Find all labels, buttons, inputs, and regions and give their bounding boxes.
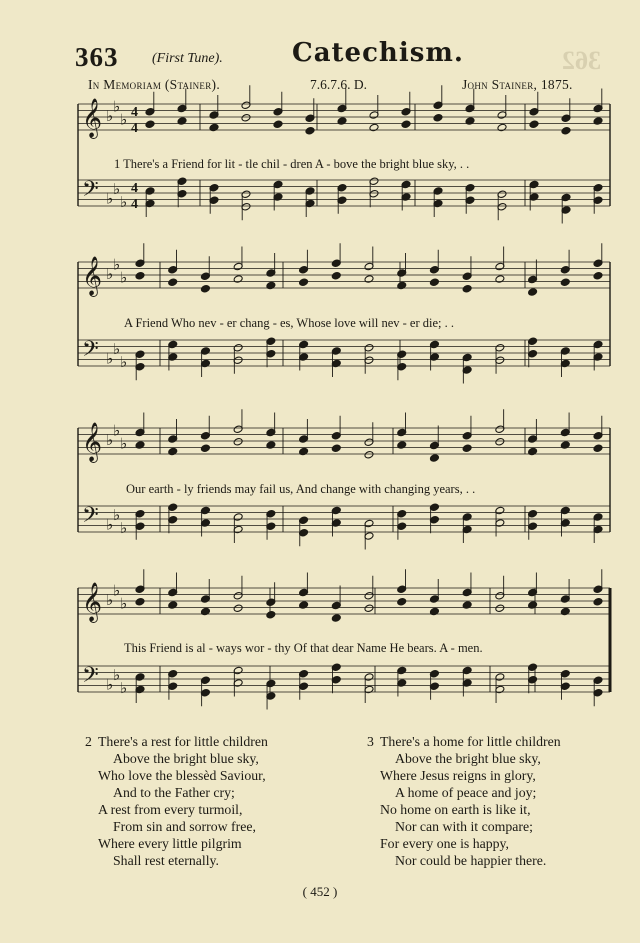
note-head [200, 444, 210, 453]
verse-line: Where every little pilgrim [98, 836, 242, 851]
verse-line: Above the bright blue sky, [395, 751, 541, 766]
note-head [209, 123, 219, 132]
verse-line: For every one is happy, [380, 836, 509, 851]
note-head [305, 126, 315, 135]
bleed-through-number: 362 [562, 46, 601, 75]
note-head [593, 444, 603, 453]
note-head [462, 601, 472, 610]
verse-line: Shall rest eternally. [113, 853, 219, 868]
note-head [266, 281, 276, 290]
note-head [233, 275, 243, 284]
time-signature-bottom: 4 [131, 197, 138, 212]
verse-number: 2 [85, 734, 92, 749]
note-head [299, 278, 309, 287]
note-head [273, 120, 283, 129]
note-head [299, 447, 309, 456]
note-head [529, 120, 539, 129]
note-head [397, 441, 407, 450]
note-head [560, 278, 570, 287]
flat-icon: ♭ [106, 431, 114, 449]
hymn-number: 363 [75, 42, 119, 72]
verse-line: And to the Father cry; [113, 785, 235, 800]
note-head [168, 447, 178, 456]
tune-name: In Memoriam (Stainer). [88, 77, 220, 92]
note-head [593, 597, 603, 606]
flat-icon: ♭ [120, 678, 128, 697]
treble-clef-icon: 𝄞 [82, 422, 103, 462]
note-head [462, 444, 472, 453]
note-head [528, 288, 538, 297]
note-head [331, 614, 341, 623]
treble-clef-icon: 𝄞 [82, 256, 103, 296]
flat-icon: ♭ [106, 265, 114, 283]
composer: John Stainer, 1875. [462, 77, 573, 92]
note-head [233, 604, 243, 613]
flat-icon: ♭ [120, 352, 128, 371]
note-head [462, 284, 472, 293]
note-head [397, 597, 407, 606]
note-head [266, 610, 276, 619]
bass-clef-icon: 𝄢 [82, 663, 99, 693]
verse-2 [85, 733, 268, 869]
flat-icon: ♭ [106, 675, 114, 694]
verse-line: A rest from every turmoil, [98, 802, 243, 817]
treble-clef-icon: 𝄞 [82, 582, 103, 622]
lyric-line-2: A Friend Who nev - er chang - es, Whose love will nev - er die; . . [124, 316, 455, 330]
verse-3 [367, 733, 561, 869]
verse-line: Above the bright blue sky, [113, 751, 259, 766]
page-number: ( 452 ) [302, 884, 338, 899]
time-signature-top: 4 [131, 105, 138, 120]
verse-number: 3 [367, 734, 374, 749]
note-head [200, 607, 210, 616]
note-head [364, 604, 374, 613]
time-signature-top: 4 [131, 181, 138, 196]
note-head [528, 601, 538, 610]
note-head [135, 597, 145, 606]
note-head [429, 278, 439, 287]
flat-icon: ♭ [106, 349, 114, 368]
note-head [497, 123, 507, 132]
note-head [233, 437, 243, 446]
verse-line: Nor could be happier there. [395, 853, 547, 868]
bass-clef-icon: 𝄢 [82, 337, 99, 367]
note-head [369, 123, 379, 132]
flat-icon: ♭ [113, 581, 121, 600]
tune-note: (First Tune). [152, 51, 223, 66]
flat-icon: ♭ [120, 594, 128, 613]
note-head [401, 120, 411, 129]
verse-line: A home of peace and joy; [395, 785, 537, 800]
flat-icon: ♭ [120, 110, 128, 129]
lyric-line-4: This Friend is al - ways wor - thy Of that dear Name He bears. A - men. [124, 641, 483, 655]
flat-icon: ♭ [113, 505, 121, 524]
treble-clef-icon: 𝄞 [82, 98, 103, 138]
note-head [429, 607, 439, 616]
flat-icon: ♭ [106, 189, 114, 208]
verse-line: Nor can with it compare; [395, 819, 533, 834]
note-head [561, 126, 571, 135]
bass-clef-icon: 𝄢 [82, 177, 99, 207]
note-head [364, 275, 374, 284]
meter: 7.6.7.6. D. [310, 77, 367, 92]
note-head [495, 275, 505, 284]
note-head [397, 281, 407, 290]
flat-icon: ♭ [120, 434, 128, 453]
verse-line: No home on earth is like it, [380, 802, 531, 817]
flat-icon: ♭ [120, 268, 128, 287]
note-head [495, 604, 505, 613]
note-head [241, 113, 251, 122]
note-head [560, 607, 570, 616]
flat-icon: ♭ [113, 97, 121, 116]
flat-icon: ♭ [113, 665, 121, 684]
note-head [465, 117, 475, 126]
note-head [168, 278, 178, 287]
verse-line: From sin and sorrow free, [113, 819, 256, 834]
note-head [177, 117, 187, 126]
note-head [433, 113, 443, 122]
note-head [331, 444, 341, 453]
note-head [593, 117, 603, 126]
verse-line: There's a home for little children [380, 734, 561, 749]
note-head [337, 117, 347, 126]
section-title: Catechism. [292, 38, 464, 68]
flat-icon: ♭ [120, 192, 128, 211]
lyric-line-3: Our earth - ly friends may fail us, And change with changing years, . . [126, 482, 476, 496]
note-head [364, 450, 374, 459]
flat-icon: ♭ [113, 255, 121, 274]
verse-line: Where Jesus reigns in glory, [380, 768, 536, 783]
note-head [135, 441, 145, 450]
note-head [331, 271, 341, 280]
note-head [560, 441, 570, 450]
note-head [135, 271, 145, 280]
note-head [528, 447, 538, 456]
note-head [495, 437, 505, 446]
flat-icon: ♭ [106, 591, 114, 609]
flat-icon: ♭ [113, 339, 121, 358]
note-head [266, 441, 276, 450]
flat-icon: ♭ [113, 179, 121, 198]
note-head [593, 271, 603, 280]
note-head [299, 601, 309, 610]
flat-icon: ♭ [106, 515, 114, 534]
flat-icon: ♭ [106, 107, 114, 125]
note-head [200, 284, 210, 293]
bass-clef-icon: 𝄢 [82, 503, 99, 533]
lyric-line-1: 1 There's a Friend for lit - tle chil - dren A - bove the bright blue sky, . . [114, 157, 470, 171]
note-head [168, 601, 178, 610]
note-head [429, 454, 439, 463]
verse-line: There's a rest for little children [98, 734, 268, 749]
verse-line: Who love the blessèd Saviour, [98, 768, 266, 783]
flat-icon: ♭ [120, 518, 128, 537]
note-head [145, 120, 155, 129]
time-signature-bottom: 4 [131, 121, 138, 136]
flat-icon: ♭ [113, 421, 121, 440]
